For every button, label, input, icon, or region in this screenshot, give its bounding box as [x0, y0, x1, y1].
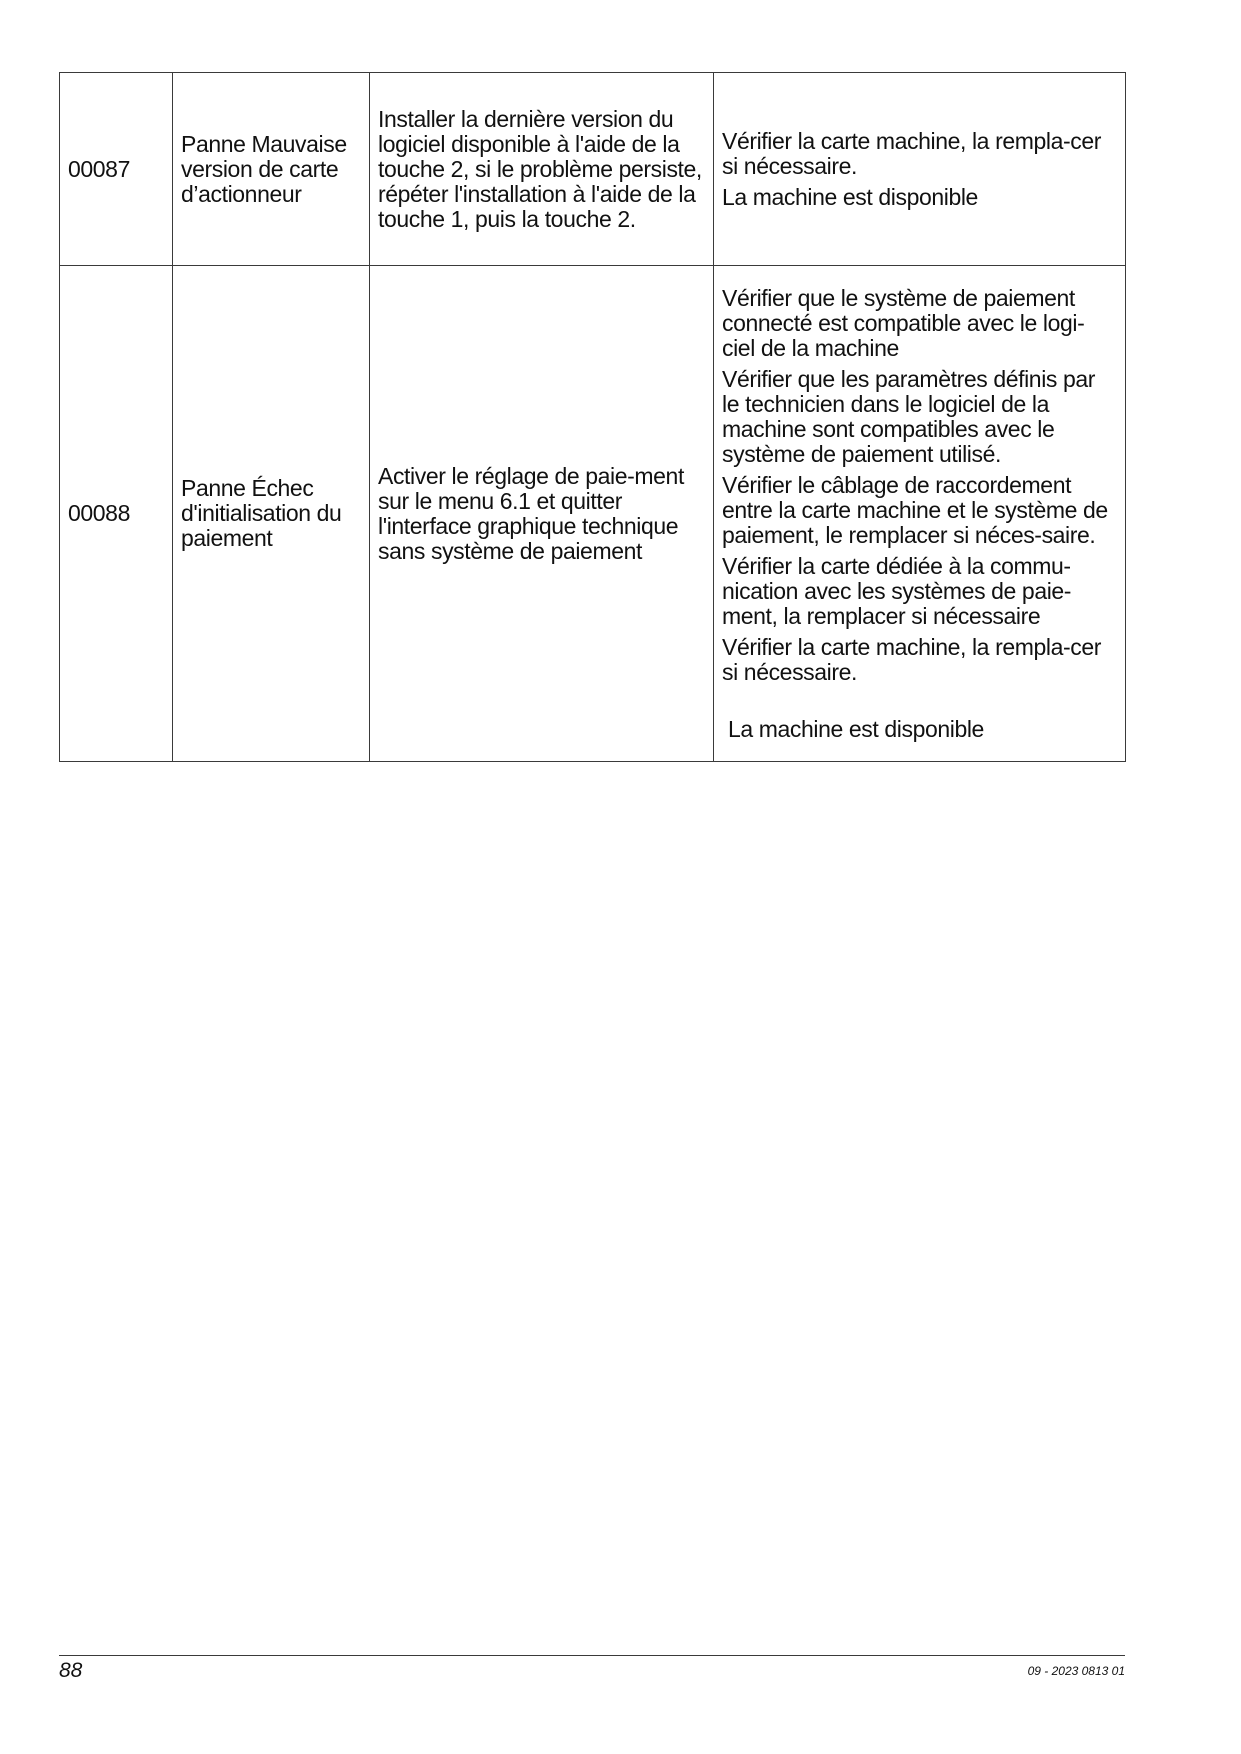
fault-description-cell: Panne Échec d'initialisation du paiement — [173, 266, 370, 762]
check-item: Vérifier que le système de paiement connecté est compatible avec le logi-ciel de la machine — [722, 284, 1085, 361]
fault-table-container — [59, 72, 1125, 762]
footer-divider — [59, 1655, 1125, 1656]
fault-table — [59, 72, 1126, 762]
fault-description-cell: Panne Mauvaise version de carte d’actionneur — [173, 73, 370, 266]
page-number: 88 — [59, 1659, 83, 1682]
fault-action-cell: Activer le réglage de paie-ment sur le menu 6.1 et quitter l'interface graphique technique sans système de paiement — [370, 266, 714, 762]
fault-checks-cell — [714, 266, 1126, 762]
fault-code-cell: 00087 — [60, 73, 173, 266]
fault-code-cell: 00088 — [60, 266, 173, 762]
fault-checks-cell — [714, 73, 1126, 266]
document-reference: 09 - 2023 0813 01 — [1027, 1664, 1125, 1678]
check-item: Vérifier la carte machine, la rempla-cer si nécessaire. — [722, 633, 1101, 685]
check-item: Vérifier la carte dédiée à la commu-nication avec les systèmes de paie-ment, la remplacer si nécessaire — [722, 552, 1072, 629]
table-row — [60, 73, 1126, 266]
check-item: Vérifier la carte machine, la rempla-cer si nécessaire. — [722, 127, 1101, 179]
table-row — [60, 266, 1126, 762]
check-item: Vérifier que les paramètres définis par le technicien dans le logiciel de la machine sont compatibles avec le système de paiement utilisé. — [722, 365, 1096, 467]
check-item: La machine est disponible — [722, 183, 978, 210]
fault-action-cell: Installer la dernière version du logiciel disponible à l'aide de la touche 2, si le problème persiste, répéter l'installation à l'aide de la touche 1, puis la touche 2. — [370, 73, 714, 266]
check-item: La machine est disponible — [728, 715, 984, 742]
check-item: Vérifier le câblage de raccordement entre la carte machine et le système de paiement, le remplacer si néces-saire. — [722, 471, 1108, 548]
